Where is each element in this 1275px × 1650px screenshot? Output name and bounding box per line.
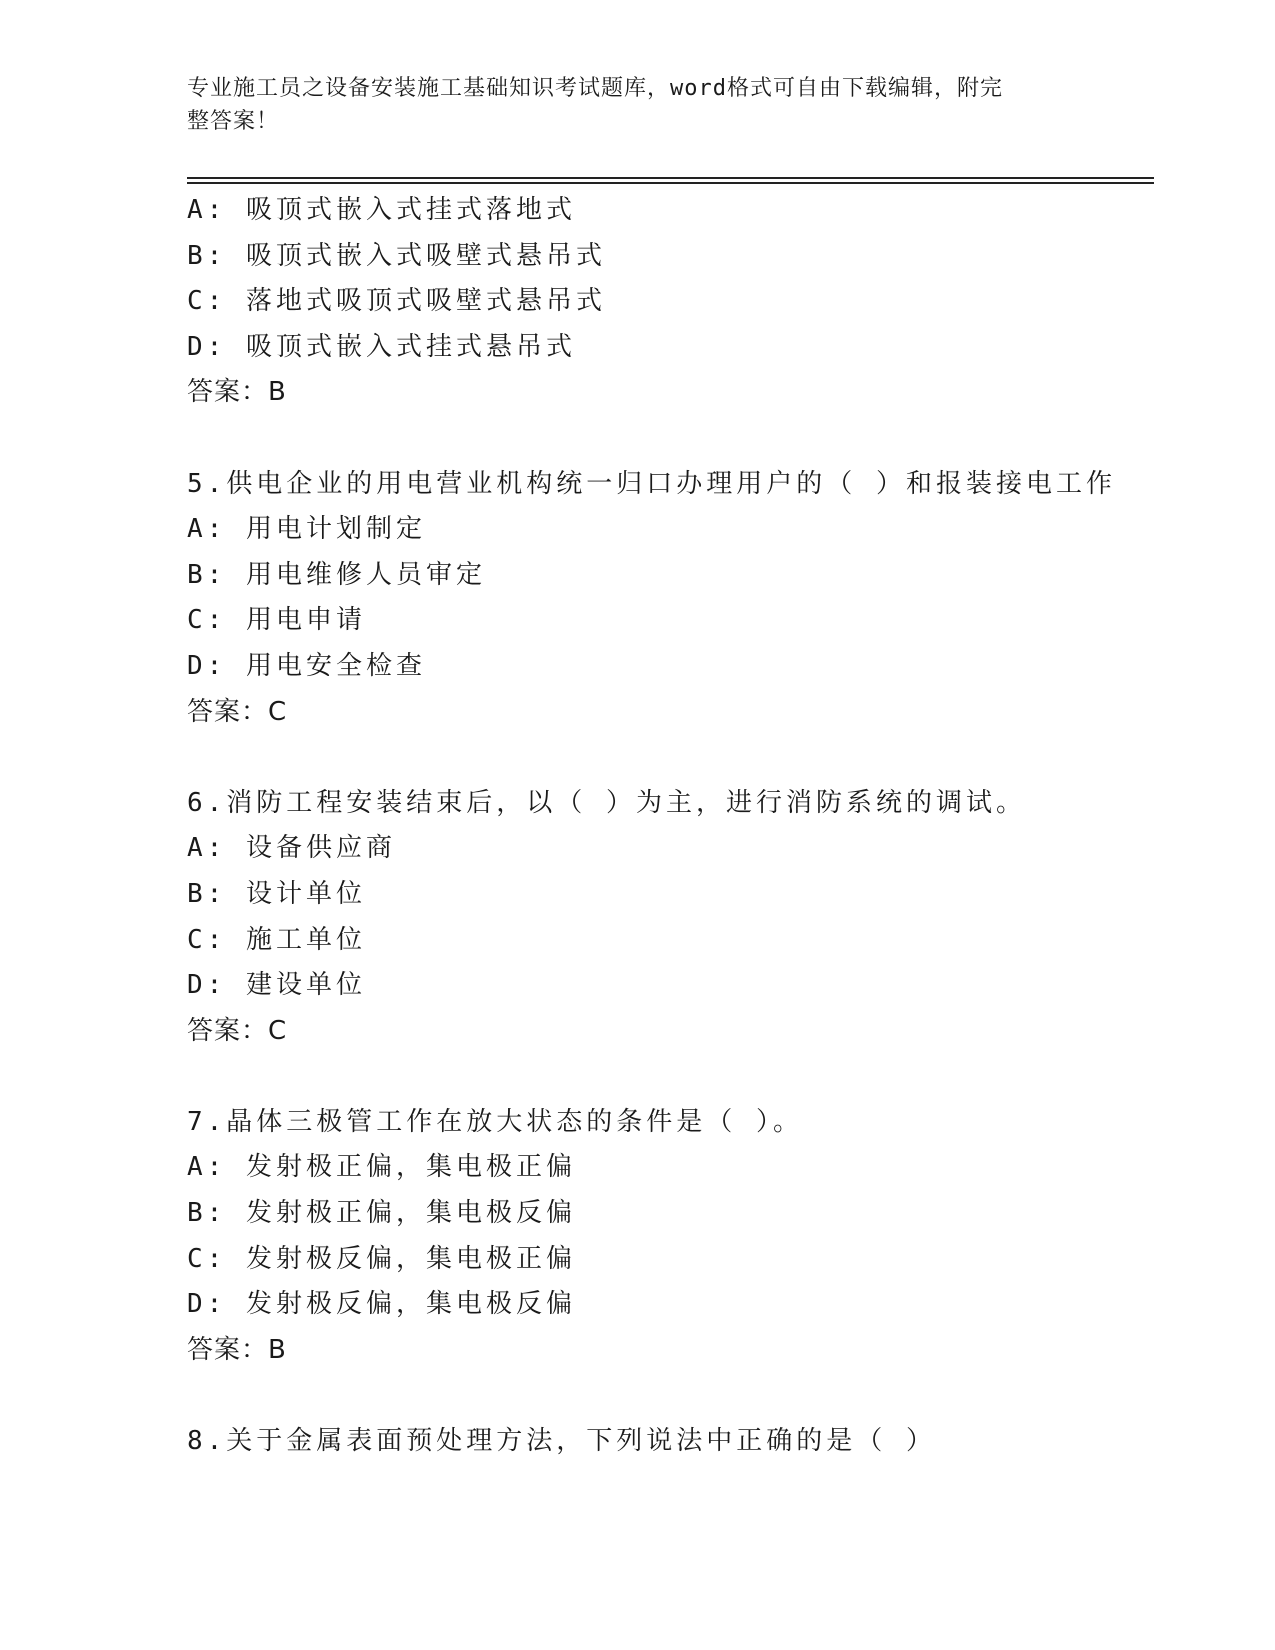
block-spacer: [187, 416, 1154, 462]
option-b: B: 用电维修人员审定: [187, 559, 486, 590]
option-b: B: 设计单位: [187, 878, 366, 909]
question-block-6: [187, 781, 1154, 1055]
question-text: 8.关于金属表面预处理方法，下列说法中正确的是（ ）: [187, 1426, 936, 1457]
option-c: C: 用电申请: [187, 605, 366, 636]
question-list: [187, 188, 1154, 1465]
header-line-1: 专业施工员之设备安装施工基础知识考试题库，word格式可自由下载编辑，附完: [187, 76, 1003, 101]
header-rule-bottom: [187, 182, 1154, 184]
option-c: C: 施工单位: [187, 924, 366, 955]
option-d: D: 建设单位: [187, 970, 366, 1001]
option-c: C: 落地式吸顶式吸壁式悬吊式: [187, 286, 606, 317]
option-a: A: 发射极正偏，集电极正偏: [187, 1152, 576, 1183]
question-block-7: [187, 1100, 1154, 1374]
question-block-4: [187, 188, 1154, 416]
document-header: [187, 72, 1067, 138]
option-a: A: 设备供应商: [187, 833, 396, 864]
question-block-5: [187, 462, 1154, 736]
question-text: 6.消防工程安装结束后，以（ ）为主，进行消防系统的调试。: [187, 787, 1026, 818]
block-spacer: [187, 1054, 1154, 1100]
option-d: D: 吸顶式嵌入式挂式悬吊式: [187, 331, 576, 362]
answer-line: 答案：C: [187, 696, 288, 727]
option-d: D: 发射极反偏，集电极反偏: [187, 1289, 576, 1320]
answer-line: 答案：B: [187, 1334, 287, 1365]
option-c: C: 发射极反偏，集电极正偏: [187, 1243, 576, 1274]
option-a: A: 用电计划制定: [187, 514, 426, 545]
option-d: D: 用电安全检查: [187, 650, 426, 681]
option-b: B: 发射极正偏，集电极反偏: [187, 1198, 576, 1229]
header-rule-top: [187, 177, 1154, 179]
block-spacer: [187, 735, 1154, 781]
block-spacer: [187, 1373, 1154, 1419]
question-text: 5.供电企业的用电营业机构统一归口办理用户的（ ）和报装接电工作: [187, 468, 1116, 499]
answer-line: 答案：B: [187, 377, 287, 408]
option-a: A: 吸顶式嵌入式挂式落地式: [187, 195, 576, 225]
question-text: 7.晶体三极管工作在放大状态的条件是（ ）。: [187, 1106, 803, 1137]
answer-line: 答案：C: [187, 1015, 288, 1046]
header-line-2: 整答案！: [187, 109, 280, 134]
option-b: B: 吸顶式嵌入式吸壁式悬吊式: [187, 240, 606, 271]
question-block-8: [187, 1419, 1154, 1465]
